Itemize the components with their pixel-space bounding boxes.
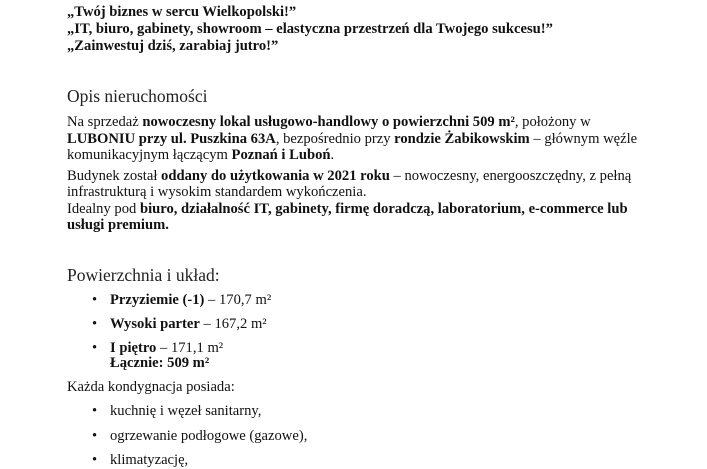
- bullet-icon: •: [92, 428, 98, 444]
- p2-line-3: Idealny pod biuro, działalność IT, gabinety, firmę doradczą, laboratorium, e-commerce lub: [67, 201, 628, 217]
- floors-item-2: ogrzewanie podłogowe (gazowe),: [110, 428, 308, 444]
- description-heading: Opis nieruchomości: [67, 86, 208, 106]
- floors-intro: Każda kondygnacja posiada:: [67, 379, 235, 395]
- p2-line-1: Budynek został oddany do użytkowania w 2021 roku – nowoczesny, energooszczędny, z pełną: [67, 168, 632, 184]
- p2-line-2: infrastrukturą i wysokim standardem wykończenia.: [67, 184, 367, 200]
- floors-item-3: klimatyzację,: [110, 452, 189, 468]
- p1-line-2: LUBONIU przy ul. Puszkina 63A, bezpośrednio przy rondzie Żabikowskim – głównym węźle: [67, 131, 638, 147]
- area-item-3: I piętro – 171,1 m²: [110, 340, 224, 356]
- bullet-icon: •: [92, 452, 98, 468]
- slogan-2: „IT, biuro, gabinety, showroom – elastyczna przestrzeń dla Twojego sukcesu!”: [67, 21, 553, 37]
- bullet-icon: •: [92, 292, 98, 308]
- area-item-1: Przyziemie (-1) – 170,7 m²: [110, 292, 272, 308]
- bullet-icon: •: [92, 316, 98, 332]
- p2-line-4: usługi premium.: [67, 217, 169, 233]
- area-item-2: Wysoki parter – 167,2 m²: [110, 316, 267, 332]
- area-total: Łącznie: 509 m²: [110, 355, 210, 371]
- slogan-3: „Zainwestuj dziś, zarabiaj jutro!”: [67, 38, 279, 54]
- bullet-icon: •: [92, 340, 98, 356]
- area-heading: Powierzchnia i układ:: [67, 265, 220, 285]
- p1-line-1: Na sprzedaż nowoczesny lokal usługowo-handlowy o powierzchni 509 m², położony w: [67, 114, 591, 130]
- slogan-1: „Twój biznes w sercu Wielkopolski!”: [67, 4, 297, 20]
- p1-line-3: komunikacyjnym łączącym Poznań i Luboń.: [67, 147, 335, 163]
- bullet-icon: •: [92, 403, 98, 419]
- floors-item-1: kuchnię i węzeł sanitarny,: [110, 403, 262, 419]
